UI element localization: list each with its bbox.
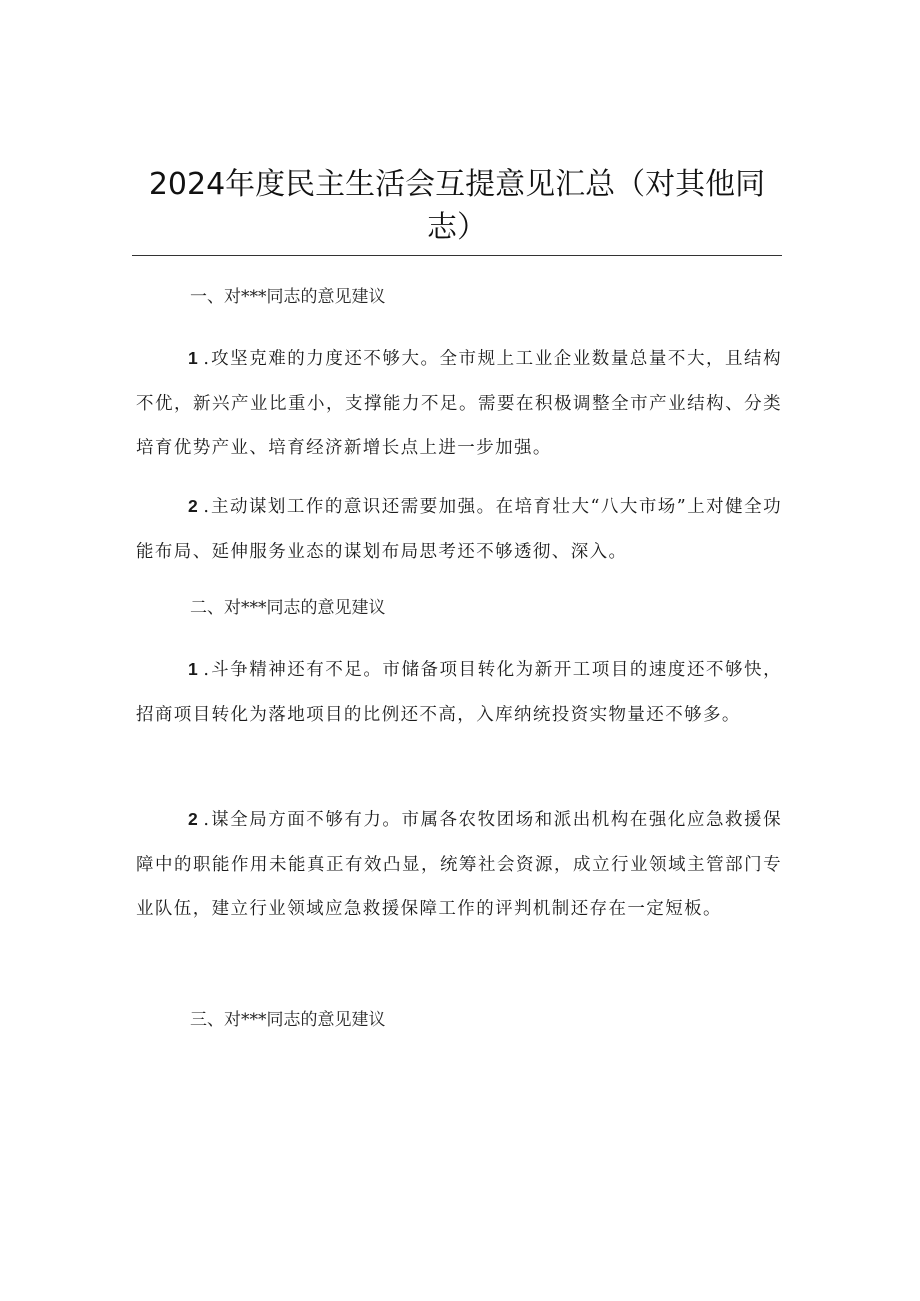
item-number-dot: . bbox=[197, 810, 209, 830]
section-1-item-2 bbox=[136, 484, 782, 574]
section-1-item-1 bbox=[136, 336, 782, 471]
section-2-item-1 bbox=[136, 647, 782, 737]
item-text: 攻坚克难的力度还不够大。全市规上工业企业数量总量不大，且结构不优，新兴产业比重小，支撑能力不足。需要在积极调整全市产业结构、分类培育优势产业、培育经济新增长点上进一步加强。 bbox=[136, 349, 782, 458]
item-text: 谋全局方面不够有力。市属各农牧团场和派出机构在强化应急救援保障中的职能作用未能真正有效凸显，统筹社会资源，成立行业领域主管部门专业队伍，建立行业领域应急救援保障工作的评判机制还存在一定短板。 bbox=[136, 810, 782, 919]
item-number: 1 bbox=[188, 659, 198, 679]
item-number: 1 bbox=[188, 348, 198, 368]
item-text: 斗争精神还有不足。市储备项目转化为新开工项目的速度还不够快，招商项目转化为落地项目的比例还不高，入库纳统投资实物量还不够多。 bbox=[136, 660, 782, 725]
document-title: 2024年度民主生活会互提意见汇总（对其他同志） bbox=[148, 167, 766, 245]
section-2-item-2 bbox=[136, 797, 782, 932]
item-number: 2 bbox=[188, 809, 198, 829]
item-number-dot: . bbox=[197, 349, 209, 369]
item-number-dot: . bbox=[197, 497, 209, 517]
title-underline bbox=[132, 255, 782, 256]
section-heading-2: 二、对***同志的意见建议 bbox=[190, 598, 386, 618]
section-heading-1: 一、对***同志的意见建议 bbox=[190, 287, 386, 307]
item-number: 2 bbox=[188, 496, 198, 516]
item-text: 主动谋划工作的意识还需要加强。在培育壮大“八大市场”上对健全功能布局、延伸服务业态的谋划布局思考还不够透彻、深入。 bbox=[136, 497, 782, 562]
item-number-dot: . bbox=[197, 660, 209, 680]
section-heading-3: 三、对***同志的意见建议 bbox=[190, 1010, 386, 1030]
